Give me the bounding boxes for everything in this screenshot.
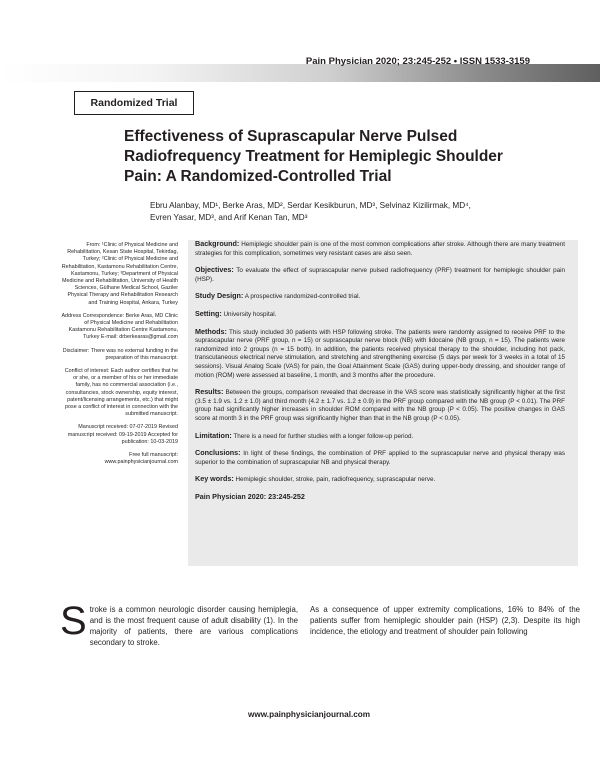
methods-text: This study included 30 patients with HSP following stroke. The patients were randomly assigned to receive PRF to the suprascapular nerve (PRF group, n = 15) or suprascapular nerve block (NB) with lidocaine (NB group, n = 15). The patients were randomized into 2 groups (n = 15 both). In addition, the patients received physical therapy to the shoulder, including hot pack, transcutaneous electrical nerve stimulation, and stretching and strengthening exercise (5 days per week for 3 weeks in a total of 15 sessions). Visual Analog Scale (VAS) for pain, the Goal Attainment Scale (GAS) during upper-body dressing, and shoulder range of motion (ROM) were assessed at baseline, 1 month, and 3 months after the procedure.	[195, 328, 565, 379]
abstract-results	[195, 388, 565, 423]
citation-text: Pain Physician 2020: 23:245-252	[195, 491, 305, 501]
abstract-setting	[195, 310, 565, 320]
background-label: Background:	[195, 239, 240, 248]
body-column-2	[310, 604, 580, 637]
abstract-content	[195, 240, 565, 510]
setting-text: University hospital.	[223, 310, 277, 318]
full-text-link[interactable]: Free full manuscript: www.painphysicianjournal.com	[104, 452, 178, 466]
article-type-label: Randomized Trial	[90, 97, 178, 109]
authors-line-1: Ebru Alanbay, MD¹, Berke Aras, MD², Serdar Kesikburun, MD³, Selvinaz Kizilirmak, MD⁴,	[150, 201, 471, 210]
limitation-text: There is a need for further studies with a longer follow-up period.	[233, 432, 414, 440]
abstract-citation	[195, 493, 565, 503]
authors-line-2: Evren Yasar, MD³, and Arif Kenan Tan, MD³	[150, 213, 308, 222]
conflict-of-interest: Conflict of interest: Each author certifies that he or she, or a member of his or her immediate family, has no commercial association (i.e., consultancies, stock ownership, equity interest, patent/licensing arrangements, etc.) that might pose a conflict of interest in connection with the submitted manuscript.	[64, 368, 178, 418]
body-column-1-text: troke is a common neurologic disorder causing hemiplegia, and is the most frequent cause of adult disability (1). In the majority of patients, there are various complications secondary to stroke.	[89, 605, 298, 647]
drop-cap: S	[60, 599, 87, 643]
keywords-label: Key words:	[195, 474, 234, 484]
correspondence: Address Correspondence: Berke Aras, MD Clinic of Physical Medicine and Rehabilitation Kastamonu Rehabilitation Centre Kastamonu, Turkey E-mail: drberkearas@gmail.com	[61, 312, 178, 341]
results-label: Results:	[195, 387, 224, 397]
abstract-box	[188, 240, 578, 566]
design-text: A prospective randomized-controlled trial.	[244, 293, 361, 301]
body-column-2-text: As a consequence of upper extremity complications, 16% to 84% of the patients suffer from hemiplegic shoulder pain (HSP) (2,3). Despite its high incidence, the etiology and treatment of shoulder pain following	[310, 605, 580, 636]
setting-label: Setting:	[195, 308, 222, 318]
abstract-methods	[195, 328, 565, 381]
abstract-keywords	[195, 475, 565, 485]
objectives-label: Objectives:	[195, 265, 234, 275]
objectives-text: To evaluate the effect of suprascapular nerve pulsed radiofrequency (PRF) treatment for hemiplegic shoulder pain (HSP).	[195, 267, 565, 283]
article-title: Effectiveness of Suprascapular Nerve Pulsed Radiofrequency Treatment for Hemiplegic Shoulder Pain: A Randomized-Controlled Trial	[124, 128, 503, 185]
body-column-1	[60, 599, 298, 648]
disclaimer: Disclaimer: There was no external funding in the preparation of this manuscript.	[62, 347, 178, 361]
affiliations: From: ¹Clinic of Physical Medicine and Rehabilitation, Kesan State Hospital, Tekirdag, Turkey; ²Clinic of Physical Medicine and Rehabilitation, Kastamonu Rehabilitation Centre, Kastamonu, Turkey; ³Department of Physical Medicine and Rehabilitation, University of Health Sciences, Gülhane Medical School, Gaziler Physical Therapy and Rehabilitation Research and Training Hospital, Ankara, Turkey	[61, 242, 178, 306]
article-type-badge	[74, 91, 194, 115]
background-text: Hemiplegic shoulder pain is one of the most common complications after stroke. Although there are many treatment strategies for this complication, sometimes very resistant cases are also seen.	[195, 241, 566, 257]
design-label: Study Design:	[195, 291, 244, 301]
abstract-objectives	[195, 266, 565, 284]
keywords-text: Hemiplegic shoulder, stroke, pain, radiofrequency, suprascapular nerve.	[235, 476, 436, 484]
conclusions-label: Conclusions:	[195, 448, 241, 458]
abstract-design	[195, 292, 565, 302]
manuscript-dates: Manuscript received: 07-07-2019 Revised manuscript received: 09-19-2019 Accepted for publication: 10-03-2019	[67, 424, 178, 445]
article-info-sidebar	[60, 242, 178, 472]
abstract-conclusions	[195, 449, 565, 467]
conclusions-text: In light of these findings, the combination of PRF applied to the suprascapular nerve and physical therapy was superior to the combination of suprascapular NB and physical therapy.	[195, 450, 566, 466]
abstract-limitation	[195, 432, 565, 442]
journal-reference: Pain Physician 2020; 23:245-252 • ISSN 1533-3159	[305, 56, 530, 67]
methods-label: Methods:	[195, 326, 227, 336]
limitation-label: Limitation:	[195, 430, 232, 440]
abstract-background	[195, 240, 565, 258]
author-list	[150, 200, 530, 224]
results-text: Between the groups, comparison revealed that decrease in the VAS score was statistically significantly higher at the first (3.5 ± 1.9 vs. 1.2 ± 1.0) and third month (4.2 ± 1.7 vs. 1.2 ± 0.9) in the PRF group compared with the NB group (P < 0.01). The PRF group had significantly higher increases in shoulder ROM compared with the NB group (P < 0.05). The positive changes in GAS score at month 3 in the PRF group was significantly higher than that in the NB group (P < 0.05).	[195, 389, 566, 422]
footer-url[interactable]: www.painphysicianjournal.com	[248, 710, 371, 719]
